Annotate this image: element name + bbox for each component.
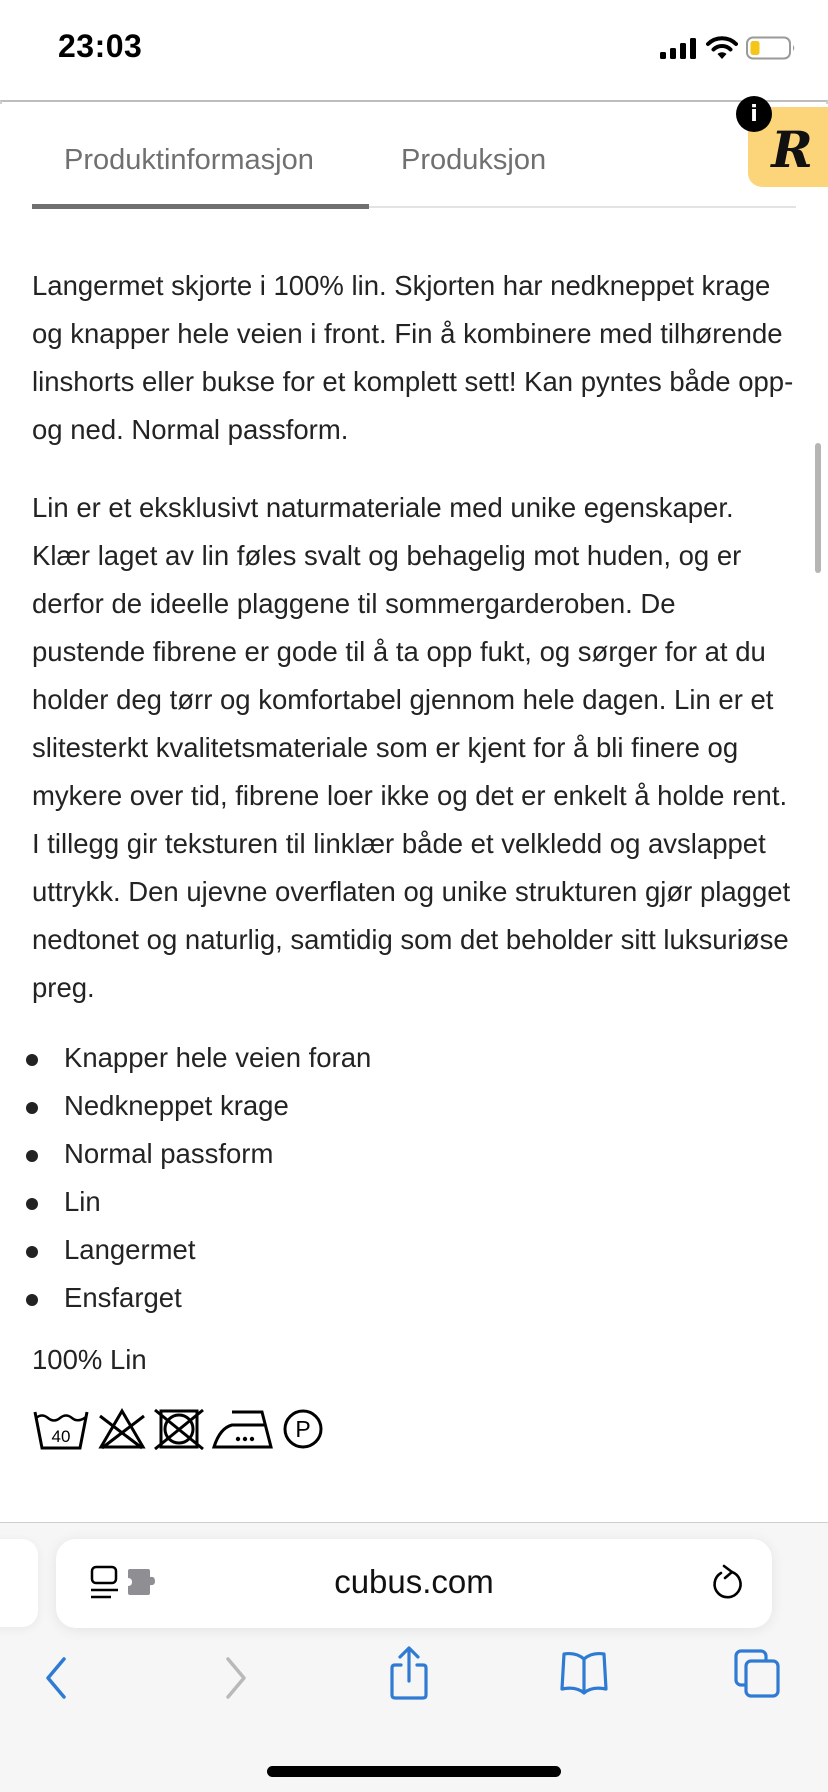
product-tabs [32,130,796,210]
r-logo-icon: R [771,119,813,179]
home-indicator[interactable] [267,1766,561,1777]
info-icon[interactable]: i [736,96,772,132]
bullet-icon [26,1150,38,1162]
tabs-button[interactable] [734,1649,782,1704]
professional-dry-clean-icon [282,1408,324,1465]
back-button[interactable] [42,1655,70,1706]
product-description [32,262,796,1465]
iron-high-heat-icon [212,1408,274,1465]
list-item [32,1082,796,1130]
list-item [32,1178,796,1226]
feature-text: Normal passform [64,1138,274,1169]
svg-text:40: 40 [51,1427,71,1446]
list-item [32,1274,796,1322]
do-not-tumble-dry-icon [154,1408,204,1465]
feature-text: Knapper hele veien foran [64,1042,372,1073]
bullet-icon [26,1294,38,1306]
feature-text: Lin [64,1186,101,1217]
list-item [32,1130,796,1178]
previous-tab-preview[interactable] [0,1539,38,1627]
bullet-icon [26,1102,38,1114]
address-bar[interactable] [56,1539,772,1628]
status-bar [0,0,828,100]
bullet-icon [26,1198,38,1210]
bullet-icon [26,1054,38,1066]
page-scrollbar[interactable] [815,443,821,573]
description-paragraph: Lin er et eksklusivt naturmateriale med unike egenskaper. Klær laget av lin føles svalt og behagelig mot huden, og er derfor de ideelle plaggene til sommergarderoben. De pustende fibrene er gode til å ta opp fukt, og sørger for at du holder deg tørr og komfortabel gjennom hele dagen. Lin er et slitesterkt kvalitetsmateriale som er kjent for å bli finere og mykere over tid, fibrene loer ikke og det er enkelt å holde rent. I tillegg gir teksturen til linklær både et velkledd og avslappet uttrykk. Den ujevne overflaten og unike strukturen gjør plagget nedtonet og naturlig, samtidig som det beholder sitt luksuriøse preg. [32,492,791,1003]
feature-text: Ensfarget [64,1282,182,1313]
wifi-icon [706,36,738,65]
do-not-bleach-icon [98,1408,146,1465]
tab-produktinformasjon[interactable]: Produktinformasjon [64,144,314,176]
wash-40-icon [32,1408,90,1465]
material-composition: 100% Lin [32,1344,147,1375]
feature-text: Langermet [64,1234,196,1265]
description-paragraph: Langermet skjorte i 100% lin. Skjorten har nedkneppet krage og knapper hele veien i front. Fin å kombinere med tilhørende linshorts eller bukse for et komplett sett! Kan pyntes både opp- og ned. Normal passform. [32,270,794,445]
browser-bottom-bar [0,1522,828,1792]
share-button[interactable] [388,1645,430,1706]
active-tab-indicator [32,204,369,209]
status-time: 23:03 [58,28,143,64]
cellular-signal-icon [660,37,698,64]
feature-text: Nedkneppet krage [64,1090,289,1121]
battery-low-icon [746,36,796,65]
svg-text:P: P [295,1416,311,1442]
tab-produksjon[interactable]: Produksjon [401,144,547,176]
forward-button[interactable] [222,1655,250,1706]
list-item [32,1226,796,1274]
browser-toolbar [0,1655,828,1725]
header-divider [0,100,828,104]
url-text[interactable]: cubus.com [334,1563,494,1600]
feature-list [32,1034,796,1322]
care-symbols [32,1408,796,1465]
reload-icon[interactable] [710,1563,746,1608]
bullet-icon [26,1246,38,1258]
bookmarks-button[interactable] [558,1649,610,1700]
list-item [32,1034,796,1082]
status-icons [660,36,796,65]
